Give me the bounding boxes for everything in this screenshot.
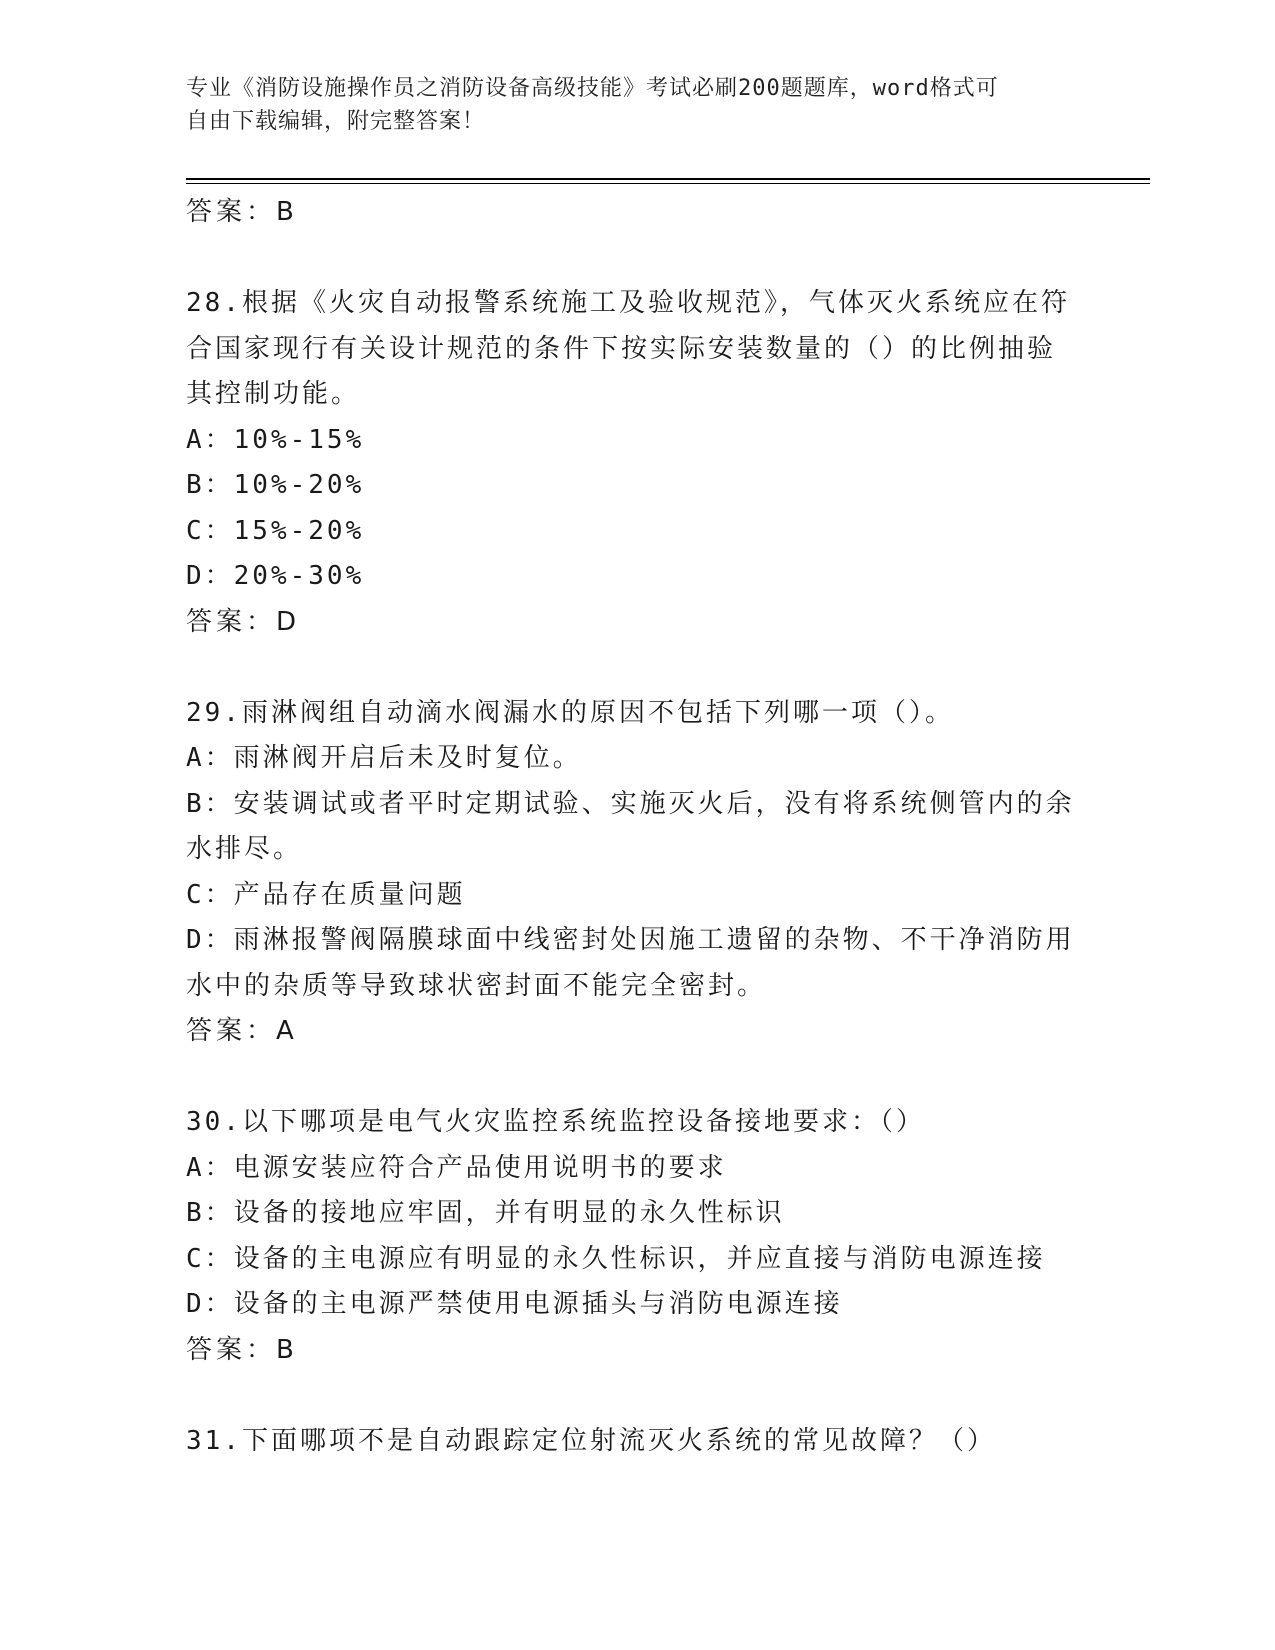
header-divider-thin [186,183,1150,184]
header-title-line-1: 专业《消防设施操作员之消防设备高级技能》考试必刷200题题库，word格式可 [186,76,999,101]
option-b: B：10%-20% [186,470,365,500]
spacer [186,645,1086,691]
question-28 [186,281,1086,645]
option-b: B：安装调试或者平时定期试验、实施灭火后，没有将系统侧管内的余 [186,788,1075,819]
question-stem: 其控制功能。 [186,379,361,409]
question-answer: 答案：D [186,606,301,637]
option-d: D：设备的主电源严禁使用电源插头与消防电源连接 [186,1289,843,1319]
option-b: B：设备的接地应牢固，并有明显的永久性标识 [186,1198,785,1228]
page-header [186,72,1066,138]
option-b-continued: 水排尽。 [186,834,303,864]
option-a: A：10%-15% [186,424,365,455]
question-stem: 28.根据《火灾自动报警系统施工及验收规范》，气体灭火系统应在符 [186,288,1070,318]
header-divider-thick [186,178,1150,180]
question-stem: 合国家现行有关设计规范的条件下按实际安装数量的（）的比例抽验 [186,333,1057,364]
spacer [186,236,1086,282]
previous-answer: 答案：B [186,197,298,227]
question-stem: 31.下面哪项不是自动跟踪定位射流灭火系统的常见故障？（） [186,1425,996,1456]
option-d-continued: 水中的杂质等导致球状密封面不能完全密封。 [186,970,767,1001]
option-a: A：雨淋阀开启后未及时复位。 [186,743,582,773]
option-d: D：20%-30% [186,561,365,591]
spacer [186,1055,1086,1101]
option-d: D：雨淋报警阀隔膜球面中线密封处因施工遗留的杂物、不干净消防用 [186,925,1075,955]
option-c: C：设备的主电源应有明显的永久性标识，并应直接与消防电源连接 [186,1243,1046,1274]
question-answer: 答案：A [186,1016,298,1046]
option-c: C：15%-20% [186,515,365,546]
option-c: C：产品存在质量问题 [186,879,466,910]
question-29 [186,691,1086,1055]
question-31 [186,1419,1086,1465]
question-30 [186,1100,1086,1373]
header-title-line-2: 自由下载编辑，附完整答案！ [186,109,486,134]
spacer [186,1373,1086,1419]
question-answer: 答案：B [186,1334,298,1365]
question-stem: 29.雨淋阀组自动滴水阀漏水的原因不包括下列哪一项（）。 [186,697,954,728]
option-a: A：电源安装应符合产品使用说明书的要求 [186,1152,727,1183]
question-stem: 30.以下哪项是电气火灾监控系统监控设备接地要求：（） [186,1107,925,1137]
question-list [186,190,1086,1464]
